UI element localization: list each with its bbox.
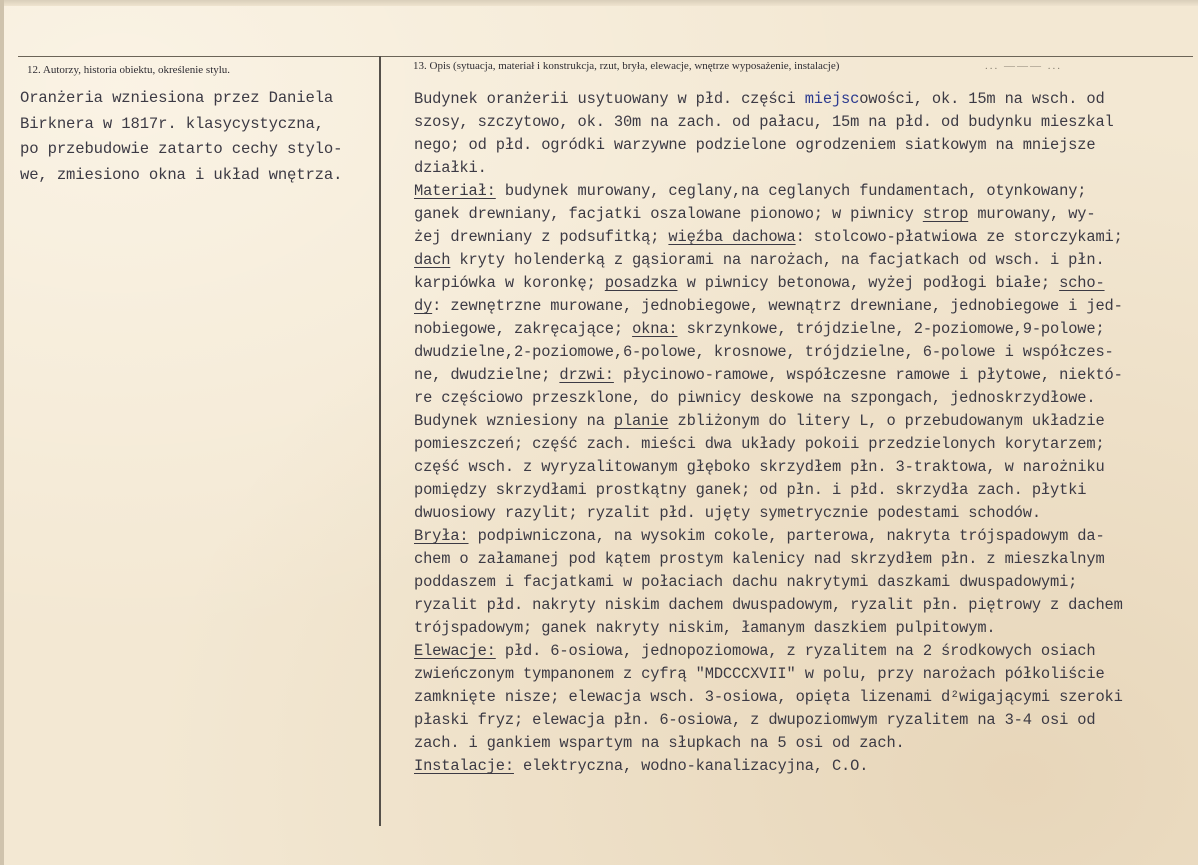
underlined-term: posadzka	[604, 274, 678, 292]
body-line-15	[414, 410, 1198, 433]
text-run: murowany, wy-	[968, 205, 1096, 223]
body-line-9	[414, 272, 1198, 295]
body-line-14: re częściowo przeszklone, do piwnicy deskowe na szpongach, jednoskrzydłowe.	[414, 389, 1096, 407]
body-line-26: zwieńczonym tympanonem z cyfrą "MDCCCXVII" w polu, przy narożach półkoliście	[414, 665, 1105, 683]
underlined-term: dy	[414, 297, 433, 315]
text-run: płycinowo-ramowe, współczesne ramowe i płytowe, niektó-	[613, 366, 1123, 384]
body-line-10	[414, 295, 1198, 318]
heading-material: Materiał:	[414, 182, 496, 200]
body-line-12: dwudzielne,2-poziomowe,6-polowe, krosnowe, trójdzielne, 6-polowe i współczes-	[414, 343, 1114, 361]
section-12-line: we, zmiesiono okna i układ wnętrza.	[20, 165, 343, 184]
text-run: ganek drewniany, facjatki oszalowane pionowo; w piwnicy	[414, 205, 923, 223]
text-run: Budynek wzniesiony na	[414, 412, 614, 430]
text-run: żej drewniany z podsufitką;	[414, 228, 669, 246]
underlined-term: okna:	[632, 320, 678, 338]
text-run: skrzynkowe, trójdzielne, 2-poziomowe,9-polowe;	[677, 320, 1105, 338]
text-run: karpiówka w koronkę;	[414, 274, 605, 292]
text-run: ne, dwudzielne;	[414, 366, 560, 384]
text-run: Budynek oranżerii usytuowany w płd. części	[414, 90, 805, 108]
body-line-13	[414, 364, 1198, 387]
paper-left-edge	[0, 0, 4, 865]
text-run: elektryczna, wodno-kanalizacyjna, C.O.	[513, 757, 869, 775]
text-run: w piwnicy betonowa, wyżej podłogi białe;	[677, 274, 1060, 292]
section-13-heading: 13. Opis (sytuacja, materiał i konstrukcja, rzut, bryła, elewacje, wnętrze wyposażenie, instalacje)	[413, 60, 840, 72]
text-run: kryty holenderką z gąsiorami na narożach, na facjatkach od wsch. i płn.	[450, 251, 1105, 269]
body-line-24: trójspadowym; ganek nakryty niskim, łamanym daszkiem pulpitowym.	[414, 619, 996, 637]
section-12-line: Oranżeria wzniesiona przez Daniela	[20, 89, 334, 107]
section-12-line: po przebudowie zatarto cechy stylo-	[20, 140, 343, 158]
underlined-term: planie	[613, 412, 669, 430]
underlined-term: strop	[922, 205, 969, 223]
section-13-body	[414, 88, 1198, 778]
body-line-19: dwuosiowy razylit; ryzalit płd. ujęty symetrycznie podestami schodów.	[414, 504, 1041, 522]
body-line-30	[414, 755, 1198, 778]
section-13-heading-trail: ... ——— ...	[985, 60, 1062, 72]
body-line-21: chem o załamanej pod kątem prostym kalenicy nad skrzydłem płn. z mieszkalnym	[414, 550, 1105, 568]
body-line-22: poddaszem i facjatkami w połaciach dachu nakrytymi daszkami dwuspadowymi;	[414, 573, 1078, 591]
heading-elewacje: Elewacje:	[414, 642, 496, 660]
body-line-29: zach. i gankiem wspartym na słupkach na 5 osi od zach.	[414, 734, 905, 752]
underlined-term: drzwi:	[559, 366, 614, 384]
section-12-heading: 12. Autorzy, historia obiektu, określenie stylu.	[27, 64, 231, 76]
underlined-term: więźba dachowa	[668, 228, 796, 246]
body-line-4: działki.	[414, 159, 487, 177]
body-line-25	[414, 640, 1198, 663]
body-line-6	[414, 203, 1198, 226]
text-run: : stolcowo-płatwiowa ze storczykami;	[795, 228, 1123, 246]
body-line-23: ryzalit płd. nakryty niskim dachem dwuspadowym, ryzalit płn. piętrowy z dachem	[414, 596, 1123, 614]
body-line-7	[414, 226, 1198, 249]
text-run: nobiegowe, zakręcające;	[414, 320, 633, 338]
body-line-16: pomieszczeń; część zach. mieści dwa układy pokoii przedzielonych korytarzem;	[414, 435, 1105, 453]
body-line-8	[414, 249, 1198, 272]
paper-top-edge	[0, 0, 1198, 6]
text-run: płd. 6-osiowa, jednopoziomowa, z ryzalitem na 2 środkowych osiach	[495, 642, 1096, 660]
body-line-11	[414, 318, 1198, 341]
section-12-body	[20, 86, 380, 188]
body-line-2: szosy, szczytowo, ok. 30m na zach. od pałacu, 15m na płd. od budynku mieszkal	[414, 113, 1114, 131]
body-line-1	[414, 88, 1198, 111]
underlined-term: scho-	[1059, 274, 1105, 292]
body-line-3: nego; od płd. ogródki warzywne podzielone ogrodzeniem siatkowym na mniejsze	[414, 136, 1096, 154]
body-line-28: płaski fryz; elewacja płn. 6-osiowa, z dwupoziomwym ryzalitem na 3-4 osi od	[414, 711, 1096, 729]
underlined-term: dach	[414, 251, 451, 269]
body-line-27: zamknięte nisze; elewacja wsch. 3-osiowa, opięta lizenami d²wigającymi szeroki	[414, 688, 1123, 706]
heading-instalacje: Instalacje:	[414, 757, 514, 775]
text-run-blue: miejsc	[804, 90, 860, 108]
text-run: budynek murowany, ceglany,na ceglanych fundamentach, otynkowany;	[495, 182, 1087, 200]
body-line-17: część wsch. z wyryzalitowanym głęboko skrzydłem płn. 3-traktowa, w narożniku	[414, 458, 1105, 476]
body-line-20	[414, 525, 1198, 548]
text-run: : zewnętrzne murowane, jednobiegowe, wewnątrz drewniane, jednobiegowe i jed-	[432, 297, 1123, 315]
heading-bryla: Bryła:	[414, 527, 469, 545]
text-run: owości, ok. 15m na wsch. od	[859, 90, 1105, 108]
form-horizontal-rule	[18, 56, 1193, 57]
body-line-5	[414, 180, 1198, 203]
text-run: podpiwniczona, na wysokim cokole, parterowa, nakryta trójspadowym da-	[468, 527, 1105, 545]
body-line-18: pomiędzy skrzydłami prostkątny ganek; od płn. i płd. skrzydła zach. płytki	[414, 481, 1087, 499]
section-12-line: Birknera w 1817r. klasycystyczna,	[20, 114, 324, 133]
text-run: zbliżonym do litery L, o przebudowanym układzie	[668, 412, 1105, 430]
